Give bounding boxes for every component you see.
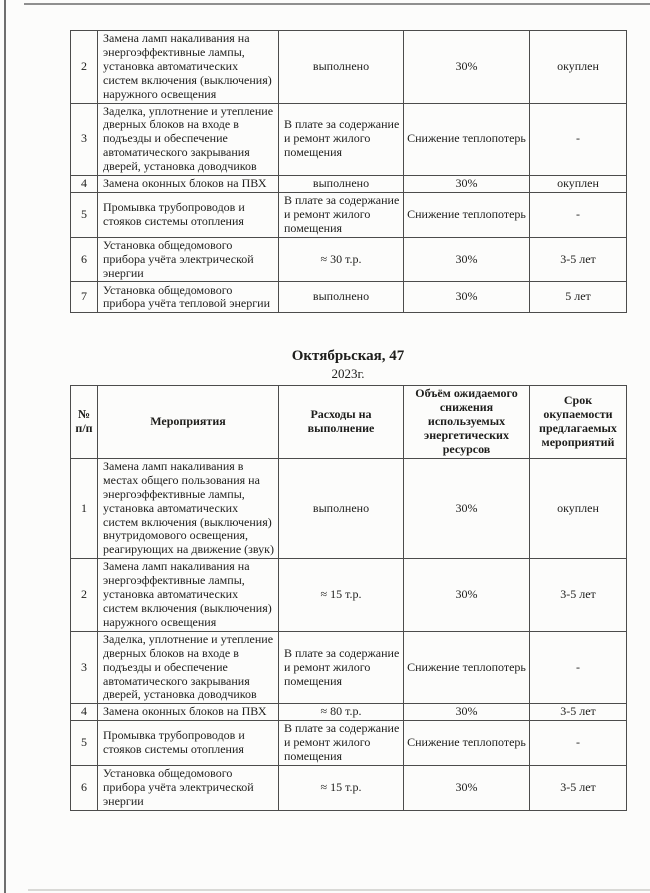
cell-cost: В плате за содержание и ремонт жилого помещения bbox=[279, 192, 404, 237]
section-title-block bbox=[70, 348, 626, 382]
table-row bbox=[71, 282, 627, 313]
cell-number: 6 bbox=[71, 237, 98, 282]
cell-reduction: 30% bbox=[404, 559, 530, 632]
cell-activity: Замена ламп накаливания на энергоэффективные лампы, установка автоматических систем включения (выключения) наружного освещения bbox=[98, 559, 279, 632]
table-row bbox=[71, 721, 627, 766]
cell-activity: Заделка, уплотнение и утепление дверных блоков на входе в подъезды и обеспечение автоматического закрывания дверей, установка доводчиков bbox=[98, 631, 279, 704]
cell-reduction: 30% bbox=[404, 704, 530, 721]
cell-cost: выполнено bbox=[279, 31, 404, 104]
cell-payback: 3-5 лет bbox=[530, 237, 627, 282]
header-payback: Срок окупаемости предлагаемых мероприятий bbox=[530, 386, 627, 459]
cell-cost: ≈ 15 т.р. bbox=[279, 559, 404, 632]
cell-reduction: Снижение теплопотерь bbox=[404, 192, 530, 237]
cell-number: 6 bbox=[71, 765, 98, 810]
cell-cost: ≈ 15 т.р. bbox=[279, 765, 404, 810]
cell-activity: Установка общедомового прибора учёта электрической энергии bbox=[98, 237, 279, 282]
cell-activity: Установка общедомового прибора учёта электрической энергии bbox=[98, 765, 279, 810]
cell-payback: - bbox=[530, 721, 627, 766]
cell-cost: выполнено bbox=[279, 458, 404, 558]
cell-activity: Заделка, уплотнение и утепление дверных блоков на входе в подъезды и обеспечение автоматического закрывания дверей, установка доводчиков bbox=[98, 103, 279, 176]
cell-payback: - bbox=[530, 192, 627, 237]
table-row bbox=[71, 631, 627, 704]
cell-number: 2 bbox=[71, 31, 98, 104]
cell-activity: Замена оконных блоков на ПВХ bbox=[98, 704, 279, 721]
cell-activity: Промывка трубопроводов и стояков системы отопления bbox=[98, 192, 279, 237]
cell-reduction: 30% bbox=[404, 31, 530, 104]
measures-table-oktyabrskaya-47 bbox=[70, 385, 627, 810]
cell-reduction: Снижение теплопотерь bbox=[404, 631, 530, 704]
cell-payback: - bbox=[530, 631, 627, 704]
header-cost: Расходы на выполнение bbox=[279, 386, 404, 459]
header-number: № п/п bbox=[71, 386, 98, 459]
cell-cost: В плате за содержание и ремонт жилого помещения bbox=[279, 103, 404, 176]
cell-payback: окуплен bbox=[530, 31, 627, 104]
cell-payback: 3-5 лет bbox=[530, 765, 627, 810]
table-row bbox=[71, 765, 627, 810]
cell-activity: Замена ламп накаливания на энергоэффективные лампы, установка автоматических систем включения (выключения) наружного освещения bbox=[98, 31, 279, 104]
cell-payback: 3-5 лет bbox=[530, 559, 627, 632]
cell-number: 5 bbox=[71, 721, 98, 766]
cell-payback: окуплен bbox=[530, 458, 627, 558]
cell-cost: В плате за содержание и ремонт жилого помещения bbox=[279, 721, 404, 766]
table-row bbox=[71, 192, 627, 237]
cell-number: 3 bbox=[71, 631, 98, 704]
cell-number: 7 bbox=[71, 282, 98, 313]
cell-activity: Замена ламп накаливания в местах общего пользования на энергоэффективные лампы, установка автоматических систем включения (выключения) внутридомового освещения, реагирующих на движение (звук) bbox=[98, 458, 279, 558]
cell-cost: выполнено bbox=[279, 282, 404, 313]
table-row bbox=[71, 176, 627, 193]
table-row bbox=[71, 103, 627, 176]
cell-reduction: Снижение теплопотерь bbox=[404, 103, 530, 176]
cell-reduction: 30% bbox=[404, 282, 530, 313]
cell-number: 1 bbox=[71, 458, 98, 558]
scan-edge-left bbox=[4, 0, 6, 893]
scan-edge-bottom bbox=[28, 889, 650, 891]
cell-payback: 5 лет bbox=[530, 282, 627, 313]
cell-activity: Установка общедомового прибора учёта тепловой энергии bbox=[98, 282, 279, 313]
table-header-row bbox=[71, 386, 627, 459]
table-row bbox=[71, 704, 627, 721]
cell-activity: Замена оконных блоков на ПВХ bbox=[98, 176, 279, 193]
measures-table-continuation bbox=[70, 30, 627, 313]
table-row bbox=[71, 237, 627, 282]
cell-reduction: 30% bbox=[404, 765, 530, 810]
table-row bbox=[71, 559, 627, 632]
header-activity: Мероприятия bbox=[98, 386, 279, 459]
cell-activity: Промывка трубопроводов и стояков системы отопления bbox=[98, 721, 279, 766]
cell-payback: - bbox=[530, 103, 627, 176]
cell-payback: окуплен bbox=[530, 176, 627, 193]
cell-reduction: 30% bbox=[404, 176, 530, 193]
cell-number: 4 bbox=[71, 704, 98, 721]
cell-number: 5 bbox=[71, 192, 98, 237]
cell-number: 4 bbox=[71, 176, 98, 193]
cell-cost: ≈ 80 т.р. bbox=[279, 704, 404, 721]
cell-cost: выполнено bbox=[279, 176, 404, 193]
cell-reduction: 30% bbox=[404, 237, 530, 282]
header-reduction: Объём ожидаемого снижения используемых энергетических ресурсов bbox=[404, 386, 530, 459]
year-subtitle: 2023г. bbox=[331, 366, 365, 382]
cell-payback: 3-5 лет bbox=[530, 704, 627, 721]
cell-cost: В плате за содержание и ремонт жилого помещения bbox=[279, 631, 404, 704]
cell-cost: ≈ 30 т.р. bbox=[279, 237, 404, 282]
cell-number: 3 bbox=[71, 103, 98, 176]
address-title: Октябрьская, 47 bbox=[291, 348, 405, 365]
scan-edge-top bbox=[24, 3, 650, 5]
table-row bbox=[71, 458, 627, 558]
cell-number: 2 bbox=[71, 559, 98, 632]
cell-reduction: Снижение теплопотерь bbox=[404, 721, 530, 766]
table-row bbox=[71, 31, 627, 104]
cell-reduction: 30% bbox=[404, 458, 530, 558]
